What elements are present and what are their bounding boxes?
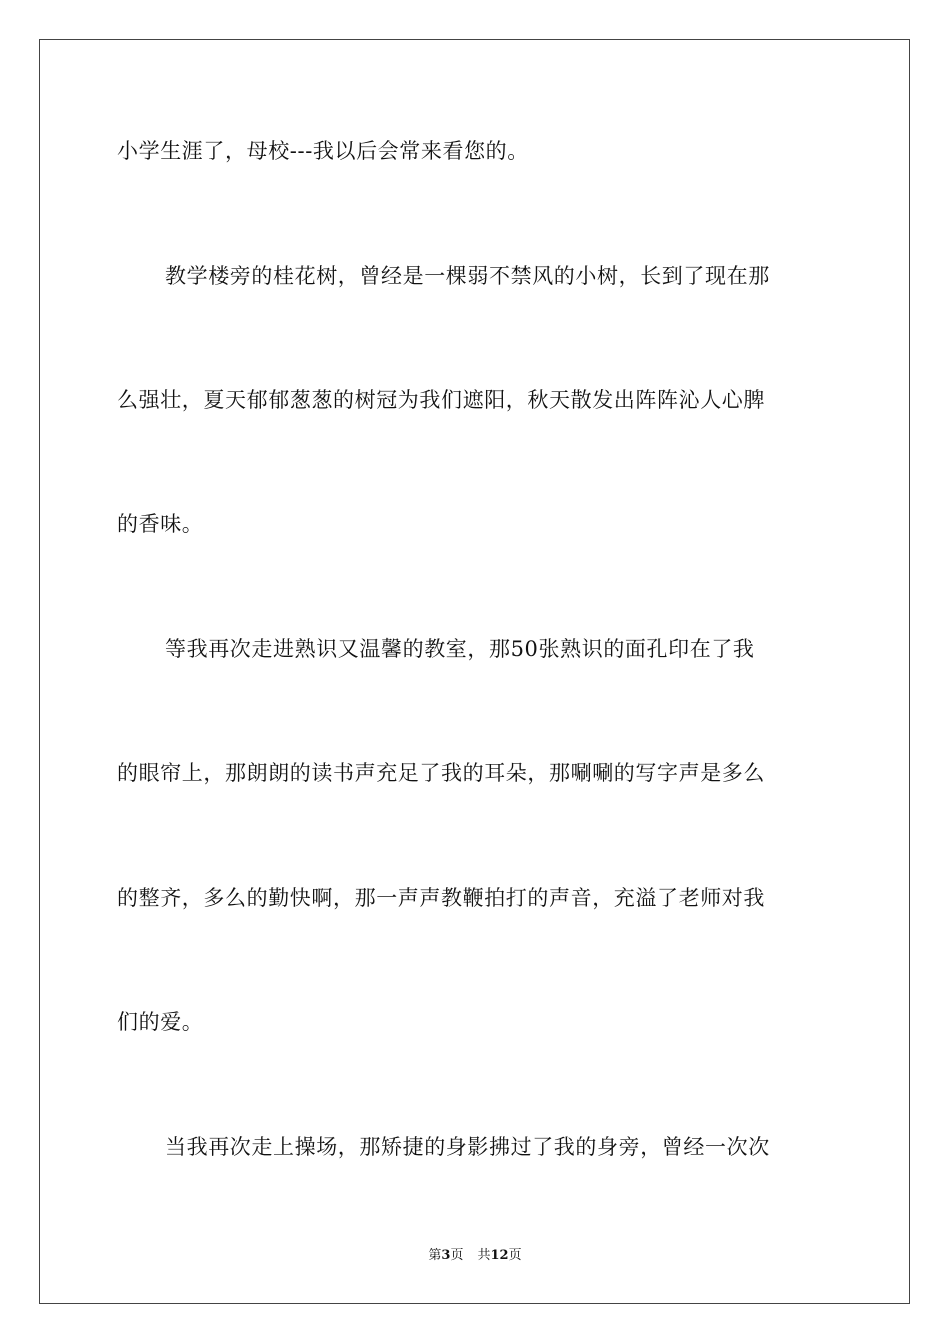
text-line: 的眼帘上，那朗朗的读书声充足了我的耳朵，那唰唰的写字声是多么 — [117, 761, 765, 785]
page-number: 3 — [441, 1248, 451, 1263]
paragraph-start-line: 等我再次走进熟识又温馨的教室，那50张熟识的面孔印在了我 — [165, 637, 755, 661]
page-border — [39, 39, 910, 1304]
text-line: 的香味。 — [117, 512, 204, 536]
page-suffix: 页 — [450, 1248, 464, 1263]
page-footer — [0, 1247, 950, 1265]
page-prefix: 第 — [428, 1248, 442, 1263]
text-line: 们的爱。 — [117, 1010, 204, 1034]
text-line: 的整齐，多么的勤快啊，那一声声教鞭拍打的声音，充溢了老师对我 — [117, 886, 765, 910]
text-line: 小学生涯了，母校---我以后会常来看您的。 — [117, 139, 529, 163]
total-prefix: 共 — [477, 1248, 491, 1263]
total-pages: 12 — [490, 1248, 509, 1263]
total-suffix: 页 — [508, 1248, 522, 1263]
text-line: 么强壮，夏天郁郁葱葱的树冠为我们遮阳，秋天散发出阵阵沁人心脾 — [117, 388, 765, 412]
paragraph-start-line: 教学楼旁的桂花树，曾经是一棵弱不禁风的小树，长到了现在那 — [165, 264, 770, 288]
paragraph-start-line: 当我再次走上操场，那矫捷的身影拂过了我的身旁，曾经一次次 — [165, 1135, 770, 1159]
